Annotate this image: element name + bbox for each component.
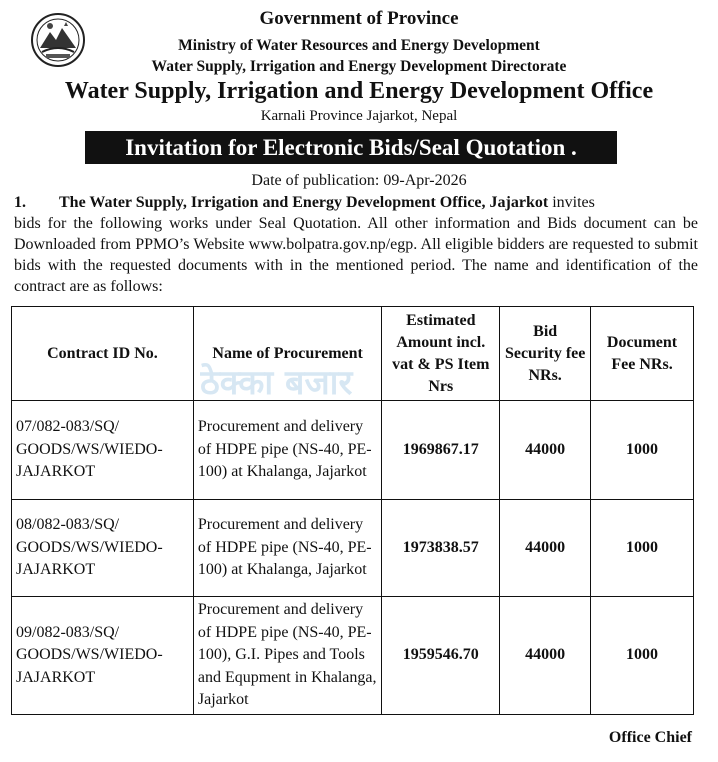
cell-bid-security: 44000	[500, 597, 591, 715]
cell-contract-id: 08/082-083/SQ/ GOODS/WS/WIEDO- JAJARKOT	[12, 500, 194, 597]
notice-banner: Invitation for Electronic Bids/Seal Quotation .	[85, 131, 617, 164]
government-title: Government of Province	[259, 8, 459, 29]
paragraph-text: bids for the following works under Seal Quotation. All other information and Bids document can be Downloaded from PPMO’s Website www.bolpatra.gov.np/egp. All eligible bidders are requested to submit bids with the requested documents with in the mentioned period. The name and identification of the contract are as follows:	[14, 215, 698, 295]
paragraph-number: 1.	[14, 194, 26, 211]
paragraph-lead: The Water Supply, Irrigation and Energy Development Office, Jajarkot	[59, 194, 549, 211]
cell-procurement-name: Procurement and delivery of HDPE pipe (NS-40, PE-100) at Khalanga, Jajarkot	[193, 401, 382, 500]
cell-document-fee: 1000	[591, 401, 694, 500]
table-header-row	[12, 307, 694, 401]
watermark-text: ठेक्का बजार	[200, 363, 353, 402]
header-document-fee: Document Fee NRs.	[591, 307, 694, 401]
header-bid-security: Bid Security fee NRs.	[500, 307, 591, 401]
office-title: Water Supply, Irrigation and Energy Development Office	[64, 78, 654, 104]
cell-contract-id: 07/082-083/SQ/ GOODS/WS/WIEDO- JAJARKOT	[12, 401, 194, 500]
cell-estimated-amount: 1973838.57	[382, 500, 500, 597]
cell-bid-security: 44000	[500, 500, 591, 597]
publication-date: Date of publication: 09-Apr-2026	[251, 172, 467, 189]
cell-bid-security: 44000	[500, 401, 591, 500]
directorate-title: Water Supply, Irrigation and Energy Development Directorate	[151, 58, 567, 75]
cell-estimated-amount: 1959546.70	[382, 597, 500, 715]
table-row	[12, 500, 694, 597]
bids-table	[11, 306, 694, 715]
cell-document-fee: 1000	[591, 597, 694, 715]
cell-contract-id: 09/082-083/SQ/ GOODS/WS/WIEDO- JAJARKOT	[12, 597, 194, 715]
table-row	[12, 401, 694, 500]
paragraph-body	[14, 192, 698, 297]
office-address: Karnali Province Jajarkot, Nepal	[260, 108, 458, 124]
header-contract-id: Contract ID No.	[12, 307, 194, 401]
signature-title: Office Chief	[608, 729, 692, 746]
cell-document-fee: 1000	[591, 500, 694, 597]
header-estimated-amount: Estimated Amount incl. vat & PS Item Nrs	[382, 307, 500, 401]
table-row	[12, 597, 694, 715]
cell-procurement-name: Procurement and delivery of HDPE pipe (NS-40, PE-100) at Khalanga, Jajarkot	[193, 500, 382, 597]
notice-paragraph	[14, 192, 698, 297]
paragraph-first-line-rest: invites	[548, 194, 595, 211]
ministry-title: Ministry of Water Resources and Energy Development	[178, 37, 540, 54]
cell-estimated-amount: 1969867.17	[382, 401, 500, 500]
cell-procurement-name: Procurement and delivery of HDPE pipe (NS-40, PE-100), G.I. Pipes and Tools and Equpment in Khalanga, Jajarkot	[193, 597, 382, 715]
header-procurement-name: Name of Procurement	[193, 307, 382, 401]
